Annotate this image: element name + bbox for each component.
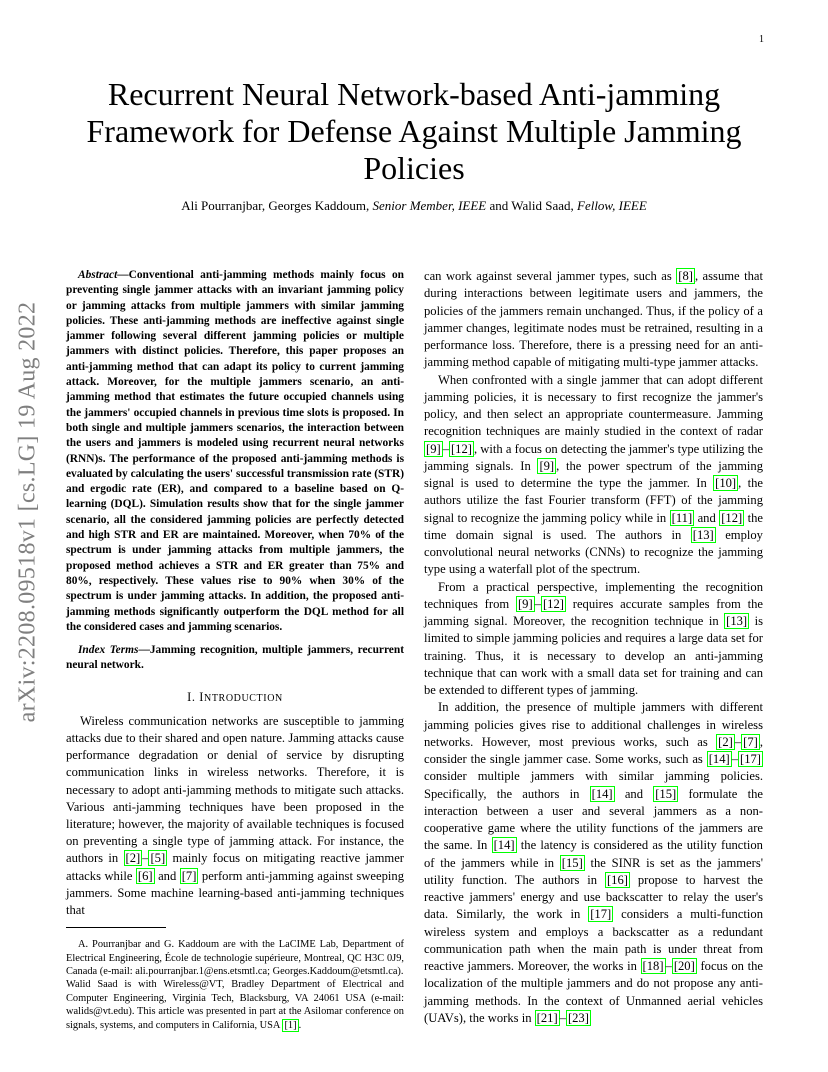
citation-link[interactable]: [16] (606, 872, 628, 887)
citation-link[interactable]: [12] (721, 510, 743, 525)
author-names-1: Ali Pourranjbar, Georges Kaddoum, (181, 198, 373, 213)
section-numeral: I. (187, 689, 200, 704)
citation-link[interactable]: [9] (426, 441, 441, 456)
citation-link[interactable]: [17] (590, 907, 612, 922)
citation-link[interactable]: [2] (718, 734, 733, 749)
text-run: the time domain signal is used. The authors in (424, 510, 763, 542)
author-affiliation-footnote (66, 938, 404, 1032)
text-run: and (614, 786, 654, 801)
index-terms (66, 643, 404, 674)
paper-title: Recurrent Neural Network-based Anti-jamming Framework for Defense Against Multiple Jamming Policies (86, 76, 742, 186)
citation-link[interactable]: [18] (642, 959, 664, 973)
arxiv-identifier-text: arXiv:2208.09518v1 [cs.LG] 19 Aug 2022 (14, 301, 41, 723)
author-names-2: and Walid Saad, (486, 198, 577, 213)
citation-link[interactable]: [2] (125, 851, 141, 866)
body-paragraph-4 (424, 699, 763, 1027)
citation-link[interactable]: [12] (450, 441, 472, 456)
text-run: , with a focus on detecting the jammer's type utilizing the jamming signals. In (424, 441, 763, 473)
citation-link[interactable]: [7] (743, 734, 758, 749)
text-run: – (665, 959, 672, 973)
index-terms-text: —Jamming recognition, multiple jammers, recurrent neural network. (66, 644, 404, 672)
citation-link[interactable]: [1] (284, 1019, 297, 1031)
citation-link[interactable]: [14] (708, 752, 730, 766)
text-run: mainly focus on mitigating reactive jammer attacks while (66, 851, 404, 883)
citation-link[interactable]: [9] (539, 458, 555, 473)
citation-link[interactable]: [5] (150, 851, 166, 866)
citation-link[interactable]: [6] (137, 868, 153, 883)
text-run: – (442, 441, 449, 456)
citation-link[interactable]: [9] (517, 596, 533, 611)
footnote-divider (66, 927, 166, 928)
footnote-paragraph-1: A. Pourranjbar and G. Kaddoum are with the LaCIME Lab, Department of Electrical Engineering, École de technologie supérieure, Montreal, QC H3C 0J9, Canada (e-mail: ali.pourranjbar.1@ens.etsmtl.ca; Georges.Kaddoum@etsmtl.ca). (66, 939, 404, 977)
citation-link[interactable]: [13] (726, 614, 748, 628)
citation-link[interactable]: [11] (671, 510, 693, 525)
citation-link[interactable]: [20] (673, 959, 695, 973)
abstract-heading: Abstract (78, 269, 118, 281)
citation-link[interactable]: [15] (561, 855, 583, 870)
index-terms-heading: Index Terms (78, 644, 139, 657)
text-run: the SINR is set as the jammers' utility function. The authors in (424, 855, 763, 887)
text-run: Walid Saad is with Wireless@VT, Bradley Department of Electrical and Computer Engineering, Virginia Tech, Blacksburg, VA 24061 USA (e-mail: walids@vt.edu). This article was presented in part at the Asilomar conference on signals, systems, and computers in California, USA (66, 979, 404, 1031)
citation-link[interactable]: [17] (740, 752, 761, 766)
citation-link[interactable]: [14] (493, 838, 515, 853)
body-paragraph-2 (424, 372, 763, 579)
text-run: , the authors utilize the fast Fourier transform (FFT) of the jamming signal to recognize the jamming policy while in (424, 476, 763, 525)
text-run: formulate the interaction between a user and several jammers as a non-cooperative game where the utility functions of the jammers are the same. In (424, 786, 764, 853)
section-title-rest: NTRODUCTION (204, 692, 283, 704)
text-run: When confronted with a single jammer that can adopt different jamming policies, it is necessary to first recognize the jammer's policy, and then select an appropriate countermeasure. Jamming recognition techniques are mainly studied in the context of radar (424, 372, 763, 439)
footnote-paragraph-2 (66, 978, 404, 1032)
text-run: employ convolutional neural networks (CNNs) to recognize the jamming type using a waterfall plot of the spectrum. (424, 527, 763, 577)
citation-link[interactable]: [21] (536, 1010, 558, 1025)
text-run: requires accurate samples from the jamming signal. Moreover, the recognition technique in (424, 596, 763, 628)
abstract-text: —Conventional anti-jamming methods mainly focus on preventing single jammer attacks with an invariant jamming policy or jamming attacks from multiple jammers with similar jamming policies. These anti-jamming methods are ineffective against single jammer following several different jamming policies or multiple jammers with distinct policies. Therefore, this paper proposes an anti-jamming method that can adapt its policy to current jamming attack. Moreover, for the multiple jammers scenario, an anti-jamming method that estimates the future occupied channels using the jammers' occupied channels in previous time slots is proposed. In both single and multiple jammers scenarios, the interaction between the users and jammers is modeled using recurrent neural networks (RNN)s. The performance of the proposed anti-jamming methods is evaluated by calculating the users' successful transmission rate (STR) and ergodic rate (ER), and compared to a baseline based on Q-learning (DQL). Simulation results show that for the single jammer scenario, all the considered jamming policies are perfectly detected and high STR and ER are maintained. Moreover, when 70% of the spectrum is under jamming attacks from multiple jammers, the proposed method achieves a STR and ER greater than 75% and 80%, respectively. These values rise to 90% when 30% of the spectrum is under jamming attacks. In addition, the proposed anti-jamming methods significantly outperform the DQL method for all the considered cases and jamming scenarios. (66, 269, 404, 633)
right-column (424, 268, 763, 1027)
intro-paragraph (66, 713, 404, 919)
author-line (60, 198, 768, 214)
citation-link[interactable]: [7] (181, 868, 197, 883)
text-run: the latency is considered as the utility function of the jammers while in (424, 838, 763, 870)
section-title-initial: I (199, 689, 205, 704)
text-run: perform anti-jamming against sweeping jammers. Some machine learning-based anti-jamming techniques that (66, 868, 404, 917)
author-role-1: Senior Member, IEEE (372, 198, 487, 213)
arxiv-identifier-stamp (8, 282, 48, 742)
citation-link[interactable]: [8] (678, 269, 693, 283)
text-run: and (694, 510, 720, 525)
citation-link[interactable]: [15] (655, 786, 677, 801)
text-run: can work against several jammer types, such as (424, 269, 677, 283)
text-run: , consider the single jammer case. Some works, such as (424, 734, 763, 766)
text-run: focus on the localization of the multiple jammers and do not propose any anti-jamming methods. In the context of Unmanned aerial vehicles (UAVs), the works in (424, 959, 764, 1025)
section-heading-introduction (66, 690, 404, 705)
text-run: , assume that during interactions between legitimate users and jammers, the policies of the jammers remain unchanged. Thus, if the policy of a jammer changes, legitimate nodes must be retrained, resulting in a performance loss. Therefore, there is a pressing need for an anti-jamming method capable of mitigating multi-type jammer attacks. (424, 269, 763, 370)
text-run: considers a multi-function wireless system and employs a backscatter as a redundant communication path when the main path is under threat from reactive jammers. Moreover, the works in (424, 907, 763, 973)
citation-link[interactable]: [12] (542, 596, 564, 611)
author-role-2: Fellow, IEEE (577, 198, 647, 213)
text-run: is limited to simple jamming policies and requires a large data set for training. Thus, it is necessary to develop an anti-jamming technique that can work with a small data set for training and can be extended to different types of jamming. (424, 614, 763, 697)
text-run: – (559, 1010, 566, 1025)
abstract (66, 268, 404, 635)
citation-link[interactable]: [13] (692, 527, 714, 542)
text-run: – (734, 734, 742, 749)
text-run: – (534, 596, 541, 611)
text-run: , the power spectrum of the jamming signal is used to determine the type the jammer. In (424, 458, 764, 490)
text-run: In addition, the presence of multiple jammers with different jamming policies gives rise to additional challenges in wireless networks. However, most previous works, such as (424, 700, 763, 749)
text-run: . (298, 1019, 302, 1031)
body-paragraph-1 (424, 268, 763, 372)
left-column (66, 268, 404, 1032)
text-run: Wireless communication networks are susceptible to jamming attacks due to their shared and open nature. Jamming attacks cause performance degradation or denial of service by disrupting communication links in wireless networks. Therefore, it is necessary to adopt anti-jamming methods to mitigate such attacks. Various anti-jamming techniques have been proposed in the literature; however, the majority of available techniques is focused on preventing a single type of jamming attack. For instance, the authors in (66, 713, 404, 866)
page-number: 1 (759, 34, 764, 45)
text-run: – (731, 752, 739, 766)
text-run: and (154, 868, 180, 883)
text-run: consider multiple jammers with similar jamming policies. Specifically, the authors in (424, 769, 763, 801)
citation-link[interactable]: [23] (567, 1010, 589, 1025)
body-paragraph-3 (424, 579, 763, 700)
citation-link[interactable]: [14] (591, 786, 613, 801)
citation-link[interactable]: [10] (715, 476, 737, 490)
text-run: – (142, 851, 149, 866)
text-run: propose to harvest the reactive jammers' energy and use backscatter to relay the user's data. Similarly, the work in (424, 872, 764, 922)
text-run: From a practical perspective, implementing the recognition techniques from (424, 579, 763, 611)
